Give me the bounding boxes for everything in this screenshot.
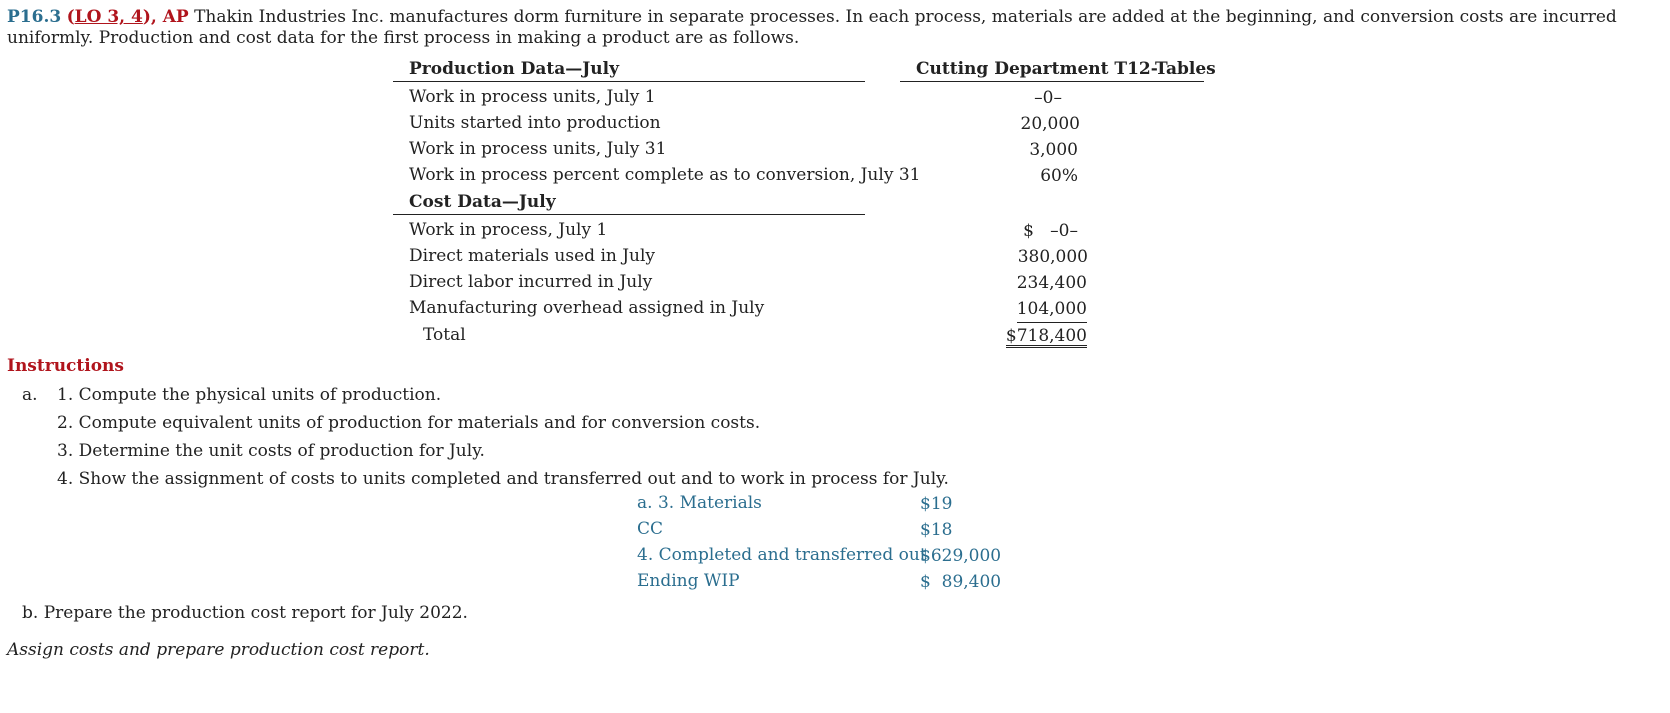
problem-intro xyxy=(7,7,1662,49)
answer-value: $ 89,400 xyxy=(920,572,1002,592)
production-data-header: Production Data—July xyxy=(409,59,619,79)
cost-row-value: $ –0– xyxy=(1023,221,1078,241)
instruction-step: 4. Show the assignment of costs to units completed and transferred out and to work in process for July. xyxy=(57,469,949,489)
cost-data-header: Cost Data—July xyxy=(409,192,556,212)
learning-objective-link[interactable]: LO 3, 4 xyxy=(74,7,143,27)
cost-row-value: 234,400 xyxy=(1016,273,1087,293)
instruction-step: 3. Determine the unit costs of production for July. xyxy=(57,441,485,461)
total-label: Total xyxy=(423,325,466,345)
total-value: $718,400 xyxy=(1005,326,1087,346)
production-row-label: Work in process percent complete as to conversion, July 31 xyxy=(409,165,921,185)
instruction-step: 1. Compute the physical units of production. xyxy=(57,385,442,405)
header-rule-left xyxy=(393,81,865,82)
production-row-value: 60% xyxy=(1040,166,1078,186)
production-row-label: Units started into production xyxy=(409,113,661,133)
problem-text: Thakin Industries Inc. manufactures dorm furniture in separate processes. In each process, materials are added at the beginning, and conversion costs are incurred uniformly. Production and cost data for the first process in making a product are as follows. xyxy=(7,7,1617,48)
part-a-label: a. xyxy=(22,385,38,405)
instructions-heading: Instructions xyxy=(7,356,124,376)
answer-label: 4. Completed and transferred out xyxy=(637,545,927,565)
cost-row-label: Work in process, July 1 xyxy=(409,220,608,240)
answer-value: $629,000 xyxy=(920,546,1002,566)
production-row-label: Work in process units, July 1 xyxy=(409,87,656,107)
production-row-value: –0– xyxy=(1034,88,1062,108)
cost-row-label: Manufacturing overhead assigned in July xyxy=(409,298,765,318)
learning-objective: (LO 3, 4), AP xyxy=(66,7,189,27)
answer-value: $19 xyxy=(920,494,953,514)
cost-row-label: Direct materials used in July xyxy=(409,246,656,266)
subtotal-rule xyxy=(1017,322,1087,323)
cost-row-value: 380,000 xyxy=(1017,247,1088,267)
header-rule-right xyxy=(900,81,1204,82)
answer-label: a. 3. Materials xyxy=(637,493,762,513)
production-row-value: 3,000 xyxy=(1029,140,1078,160)
part-b-instruction: b. Prepare the production cost report for July 2022. xyxy=(22,603,468,623)
answer-value: $18 xyxy=(920,520,953,540)
production-row-label: Work in process units, July 31 xyxy=(409,139,667,159)
instruction-step: 2. Compute equivalent units of production for materials and for conversion costs. xyxy=(57,413,761,433)
cost-row-label: Direct labor incurred in July xyxy=(409,272,653,292)
problem-id: P16.3 xyxy=(7,7,62,27)
cost-header-rule xyxy=(393,214,865,215)
answer-label: Ending WIP xyxy=(637,571,740,591)
department-header: Cutting Department T12-Tables xyxy=(916,59,1216,79)
answer-label: CC xyxy=(637,519,664,539)
footer-instruction: Assign costs and prepare production cost report. xyxy=(7,640,430,660)
production-row-value: 20,000 xyxy=(1020,114,1080,134)
cost-row-value: 104,000 xyxy=(1016,299,1087,319)
